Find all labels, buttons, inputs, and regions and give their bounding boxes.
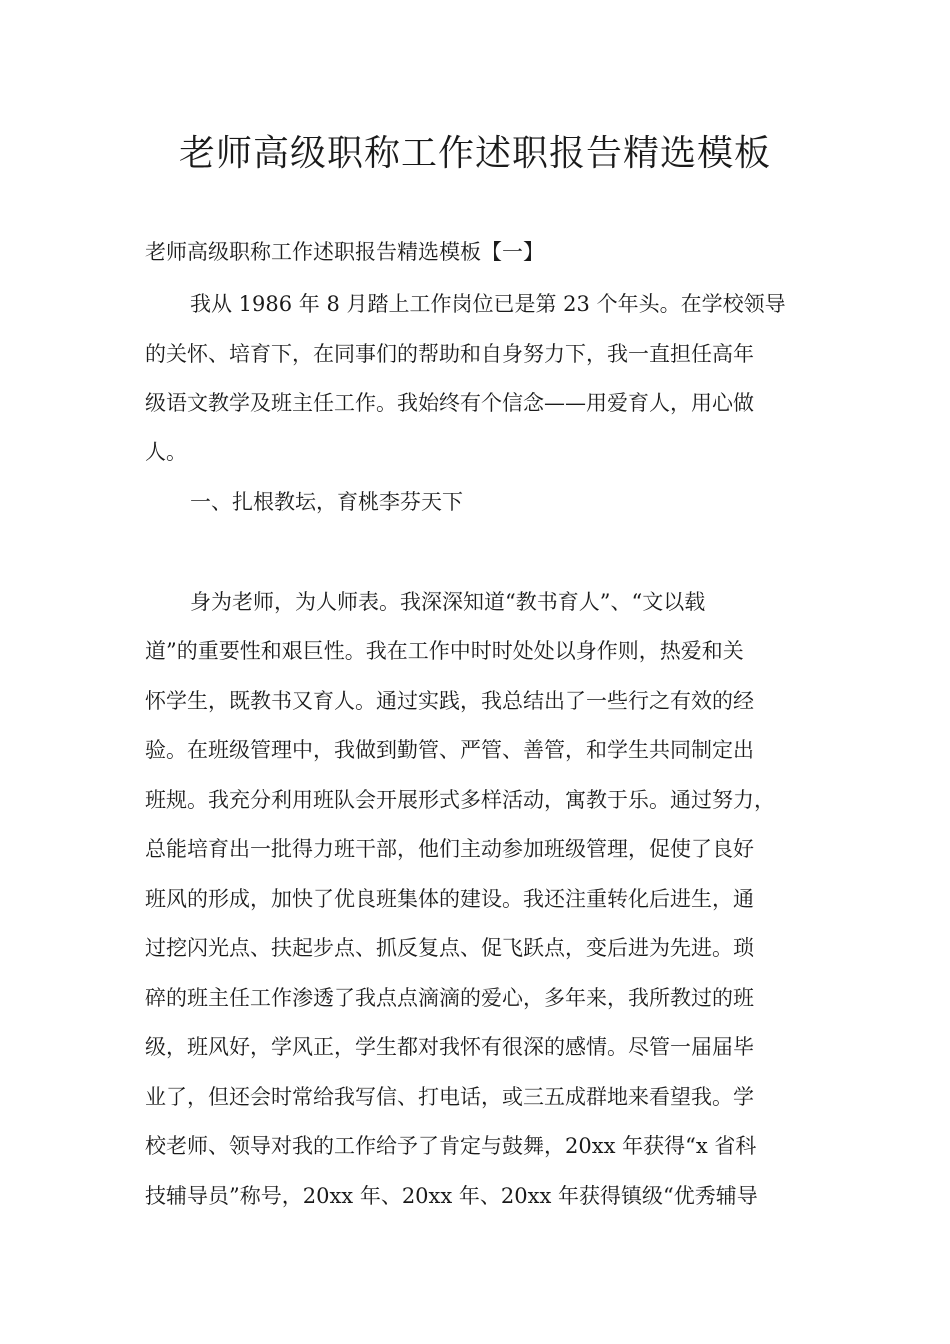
paragraph-1-line-1: 我从 1986 年 8 月踏上工作岗位已是第 23 个年头。在学校领导 [190,292,786,316]
section-heading: 老师高级职称工作述职报告精选模板【一】 [145,240,544,264]
paragraph-2-line-13: 技辅导员”称号，20xx 年、20xx 年、20xx 年获得镇级“优秀辅导 [145,1184,758,1208]
paragraph-1-line-3: 级语文教学及班主任工作。我始终有个信念——用爱育人，用心做 [145,391,754,415]
paragraph-2-line-4: 验。在班级管理中，我做到勤管、严管、善管，和学生共同制定出 [145,738,754,762]
paragraph-2-line-12: 校老师、领导对我的工作给予了肯定与鼓舞，20xx 年获得“x 省科 [145,1134,757,1158]
paragraph-2-line-3: 怀学生，既教书又育人。通过实践，我总结出了一些行之有效的经 [145,689,754,713]
paragraph-2-line-2: 道”的重要性和艰巨性。我在工作中时时处处以身作则，热爱和关 [145,639,744,663]
paragraph-2-line-7: 班风的形成，加快了优良班集体的建设。我还注重转化后进生，通 [145,887,754,911]
paragraph-2-line-6: 总能培育出一批得力班干部，他们主动参加班级管理，促使了良好 [145,837,754,861]
paragraph-2-line-8: 过挖闪光点、扶起步点、抓反复点、促飞跃点，变后进为先进。琐 [145,936,754,960]
paragraph-2-line-11: 业了，但还会时常给我写信、打电话，或三五成群地来看望我。学 [145,1085,754,1109]
paragraph-1-line-4: 人。 [145,440,187,464]
document-title: 老师高级职称工作述职报告精选模板 [178,133,771,174]
paragraph-2-line-5: 班规。我充分利用班队会开展形式多样活动，寓教于乐。通过努力， [145,788,775,812]
paragraph-2-line-1: 身为老师，为人师表。我深深知道“教书育人”、“文以载 [190,590,706,614]
paragraph-2-line-9: 碎的班主任工作渗透了我点点滴滴的爱心，多年来，我所教过的班 [145,986,754,1010]
paragraph-2-line-10: 级，班风好，学风正，学生都对我怀有很深的感情。尽管一届届毕 [145,1035,754,1059]
paragraph-1-line-2: 的关怀、培育下，在同事们的帮助和自身努力下，我一直担任高年 [145,342,754,366]
subsection-heading-1: 一、扎根教坛，育桃李芬天下 [190,490,463,514]
